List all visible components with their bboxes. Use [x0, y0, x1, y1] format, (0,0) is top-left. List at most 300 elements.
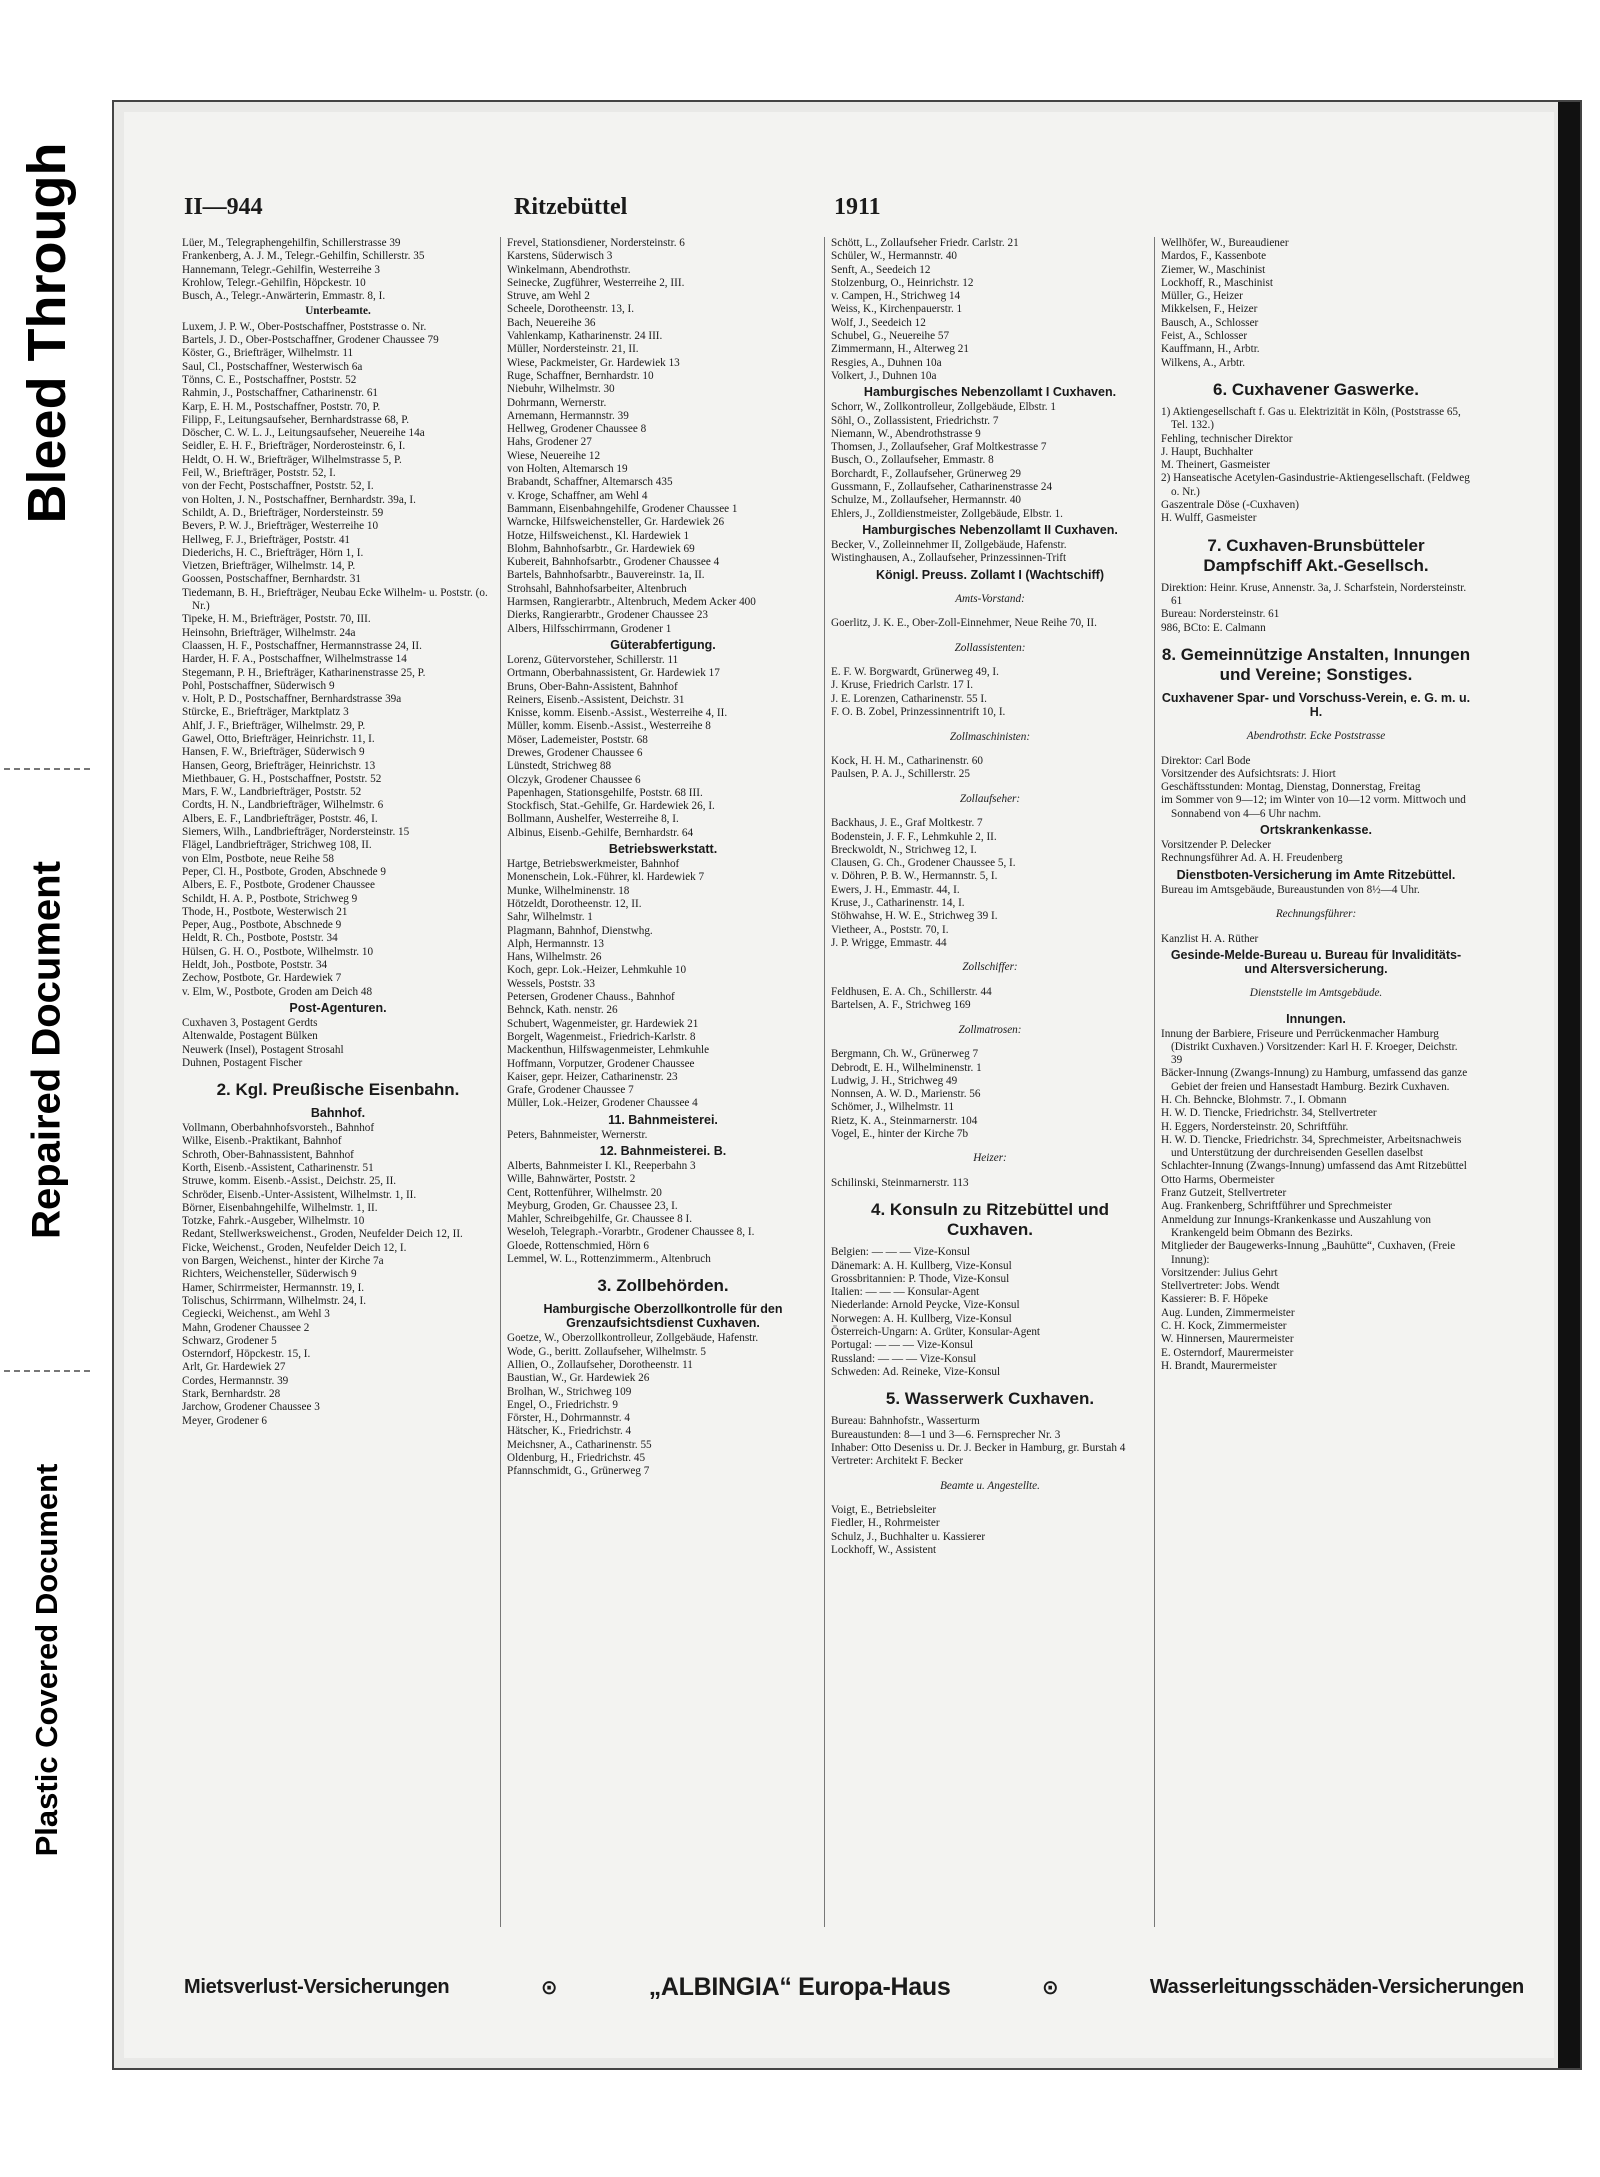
directory-entry: Schildt, A. D., Briefträger, Nordersteinstr. 59	[182, 506, 384, 519]
directory-entry: Alph, Hermannstr. 13	[507, 937, 604, 950]
directory-entry: von Holten, Altemarsch 19	[507, 463, 628, 476]
directory-entry: Breckwoldt, N., Strichweg 12, I.	[831, 843, 977, 856]
directory-entry: Pohl, Postschaffner, Süderwisch 9	[182, 679, 335, 692]
directory-entry: J. Haupt, Buchhalter	[1161, 445, 1253, 458]
directory-entry: von der Fecht, Postschaffner, Poststr. 52, I.	[182, 480, 374, 493]
directory-entry: Munke, Wilhelminenstr. 18	[507, 884, 630, 897]
directory-entry: Korth, Eisenb.-Assistent, Catharinenstr. 51	[182, 1162, 374, 1174]
directory-entry: Goerlitz, J. K. E., Ober-Zoll-Einnehmer, Neue Reihe 70, II.	[831, 617, 1097, 630]
section-heading: Hamburgische Oberzollkontrolle für den Grenzaufsichtsdienst Cuxhaven.	[543, 1302, 783, 1331]
section-heading: 5. Wasserwerk Cuxhaven.	[885, 1389, 1095, 1409]
directory-entry: Mardos, F., Kassenbote	[1161, 250, 1267, 263]
directory-entry: Rietz, K. A., Steinmarnerstr. 104	[831, 1114, 978, 1127]
footer-sep-1: ⊙	[540, 1976, 558, 1999]
directory-entry: Aug. Lunden, Zimmermeister	[1161, 1306, 1295, 1319]
directory-entry: 2) Hanseatische Acetylen-Gasindustrie-Aktiengesellschaft. (Feldweg o. Nr.)	[1161, 472, 1470, 498]
directory-entry: H. W. D. Tiencke, Friedrichstr. 34, Stellvertreter	[1161, 1107, 1377, 1120]
directory-entry: Blohm, Bahnhofsarbtr., Gr. Hardewiek 69	[507, 542, 695, 555]
directory-entry: Vietzen, Briefträger, Wilhelmstr. 14, P.	[182, 560, 356, 573]
directory-entry: Niederlande: Arnold Peycke, Vize-Konsul	[831, 1299, 1020, 1312]
directory-entry: Hellweg, F. J., Briefträger, Poststr. 41	[182, 533, 351, 546]
directory-entry: Ortmann, Oberbahnassistent, Gr. Hardewiek 17	[507, 667, 720, 680]
directory-entry: Hahs, Grodener 27	[507, 436, 592, 449]
label-repaired-document: Repaired Document	[24, 861, 69, 1239]
directory-entry: Papenhagen, Stationsgehilfe, Poststr. 68 III.	[507, 786, 703, 799]
directory-entry: Hellweg, Grodener Chaussee 8	[507, 423, 647, 436]
columns	[182, 237, 1552, 1927]
directory-entry: Weseloh, Telegraph.-Vorarbtr., Grodener Chaussee 8, I.	[507, 1226, 755, 1239]
directory-entry: Wiese, Packmeister, Gr. Hardewiek 13	[507, 356, 680, 369]
subheading: Zollmaschinisten:	[949, 730, 1031, 743]
directory-entry: Hamer, Schirrmeister, Hermannstr. 19, I.	[182, 1281, 365, 1294]
section-heading: 7. Cuxhaven-Brunsbütteler Dampfschiff Akt.-Gesellsch.	[1203, 535, 1429, 575]
directory-entry: Diederichs, H. C., Briefträger, Hörn 1, I.	[182, 546, 364, 559]
directory-entry: Arlt, Gr. Hardewiek 27	[182, 1361, 286, 1374]
directory-entry: Petersen, Grodener Chauss., Bahnhof	[507, 991, 675, 1004]
directory-entry: Gaszentrale Döse (-Cuxhaven)	[1161, 499, 1299, 512]
directory-entry: Hansen, F. W., Briefträger, Süderwisch 9	[182, 746, 365, 759]
directory-entry: J. Kruse, Friedrich Carlstr. 17 I.	[831, 679, 973, 692]
directory-entry: Meyer, Grodener 6	[182, 1414, 267, 1427]
directory-entry: Bartels, Bahnhofsarbtr., Bauvereinstr. 1a, II.	[507, 569, 705, 582]
directory-entry: Börner, Eisenbahngehilfe, Wilhelmstr. 1, II.	[182, 1201, 378, 1214]
directory-entry: Karstens, Süderwisch 3	[507, 250, 613, 263]
directory-entry: Wellhöfer, W., Bureaudiener	[1161, 237, 1289, 249]
directory-entry: Feil, W., Briefträger, Poststr. 52, I.	[182, 467, 336, 480]
directory-entry: Schulz, J., Buchhalter u. Kassierer	[831, 1530, 986, 1543]
directory-entry: Arnemann, Hermannstr. 39	[507, 409, 629, 422]
directory-entry: Nonnsen, A. W. D., Marienstr. 56	[831, 1088, 981, 1101]
directory-entry: Siemers, Wilh., Landbriefträger, Nordersteinstr. 15	[182, 826, 410, 839]
directory-entry: Winkelmann, Abendrothstr.	[507, 263, 631, 276]
directory-entry: Stöhwahse, H. W. E., Strichweg 39 I.	[831, 910, 998, 923]
directory-entry: Meyburg, Groden, Gr. Chaussee 23, I.	[507, 1199, 678, 1212]
directory-entry: Heldt, Joh., Postbote, Poststr. 34	[182, 959, 328, 972]
directory-entry: Vogel, E., hinter der Kirche 7b	[831, 1127, 969, 1140]
directory-entry: Rahmin, J., Postschaffner, Catharinenstr. 61	[182, 387, 379, 400]
footer-right: Wasserleitungsschäden-Versicherungen	[1149, 1975, 1524, 1998]
directory-entry: Hartge, Betriebswerkmeister, Bahnhof	[507, 858, 680, 871]
directory-entry: Debrodt, E. H., Wilhelminenstr. 1	[831, 1061, 982, 1074]
directory-entry: Dohrmann, Wernerstr.	[507, 396, 607, 409]
directory-entry: Engel, O., Friedrichstr. 9	[507, 1398, 618, 1411]
directory-entry: Resgies, A., Duhnen 10a	[831, 356, 942, 369]
directory-entry: Geschäftsstunden: Montag, Dienstag, Donnerstag, Freitag	[1161, 781, 1421, 794]
subheading: Zollassistenten:	[954, 641, 1026, 654]
directory-entry: Alberts, Bahnmeister I. Kl., Reeperbahn 3	[507, 1160, 696, 1172]
directory-entry: Kubereit, Bahnhofsarbtr., Grodener Chaussee 4	[507, 556, 720, 569]
directory-entry: Jarchow, Grodener Chaussee 3	[182, 1401, 320, 1414]
directory-entry: Innung der Barbiere, Friseure und Perrückenmacher Hamburg (Distrikt Cuxhaven.) Vorsitzender: Karl H. F. Kroeger, Deichstr. 39	[1161, 1027, 1458, 1067]
directory-entry: Heldt, O. H. W., Briefträger, Wilhelmstrasse 5, P.	[182, 453, 402, 466]
directory-entry: Luxem, J. P. W., Ober-Postschaffner, Poststrasse o. Nr.	[182, 320, 427, 333]
directory-entry: Bäcker-Innung (Zwangs-Innung) zu Hamburg, umfassend das ganze Gebiet der freien und Hansestadt Hamburg. Bezirk Cuxhaven.	[1161, 1067, 1468, 1093]
directory-entry: Bureau: Nordersteinstr. 61	[1161, 608, 1280, 621]
directory-entry: Bureau im Amtsgebäude, Bureaustunden von 8½—4 Uhr.	[1161, 883, 1420, 896]
running-header	[184, 194, 1514, 222]
directory-entry: Hätscher, K., Friedrichstr. 4	[507, 1425, 632, 1438]
directory-entry: Bruns, Ober-Bahn-Assistent, Bahnhof	[507, 680, 678, 693]
section-heading: 12. Bahnmeisterei. B.	[599, 1144, 727, 1158]
side-label-strip	[0, 0, 95, 2177]
directory-entry: Söhl, O., Zollassistent, Friedrichstr. 7	[831, 414, 999, 427]
directory-entry: Kassierer: B. F. Höpeke	[1161, 1293, 1268, 1306]
directory-entry: Baustian, W., Gr. Hardewiek 26	[507, 1372, 650, 1385]
directory-entry: Behnck, Kath. nenstr. 26	[507, 1004, 618, 1017]
directory-entry: Albinus, Eisenb.-Gehilfe, Bernhardstr. 64	[507, 826, 694, 839]
directory-entry: Tolischus, Schirrmann, Wilhelmstr. 24, I.	[182, 1294, 367, 1307]
directory-entry: Albers, Hilfsschirrmann, Grodener 1	[507, 622, 672, 635]
directory-entry: Heinsohn, Briefträger, Wilhelmstr. 24a	[182, 626, 356, 639]
directory-entry: Otto Harms, Obermeister	[1161, 1173, 1275, 1186]
section-heading: Cuxhavener Spar- und Vorschuss-Verein, e. G. m. u. H.	[1161, 690, 1471, 719]
directory-entry: Schroth, Ober-Bahnassistent, Bahnhof	[182, 1148, 354, 1161]
directory-entry: Feist, A., Schlosser	[1161, 330, 1248, 343]
directory-entry: Drewes, Grodener Chaussee 6	[507, 746, 643, 759]
directory-entry: Schlachter-Innung (Zwangs-Innung) umfassend das Amt Ritzebüttel	[1161, 1160, 1467, 1173]
directory-entry: Reiners, Eisenb.-Assistent, Deichstr. 31	[507, 693, 685, 706]
directory-entry: Bevers, P. W. J., Briefträger, Westerreihe 10	[182, 520, 379, 533]
subheading: Amts-Vorstand:	[955, 592, 1025, 605]
section-heading: Hamburgisches Nebenzollamt II Cuxhaven.	[862, 522, 1118, 537]
directory-entry: Hansen, Georg, Briefträger, Heinrichstr. 13	[182, 759, 376, 772]
directory-entry: Richters, Weichensteller, Süderwisch 9	[182, 1268, 357, 1281]
directory-entry: Vorsitzender: Julius Gehrt	[1161, 1266, 1278, 1279]
directory-entry: Seidler, E. H. F., Briefträger, Norderosteinstr. 6, I.	[182, 440, 406, 453]
directory-entry: Müller, Lok.-Heizer, Grodener Chaussee 4	[507, 1097, 698, 1110]
directory-entry: Österreich-Ungarn: A. Grüter, Konsular-Agent	[831, 1326, 1041, 1339]
directory-entry: Warncke, Hilfsweichensteller, Gr. Hardewiek 26	[507, 516, 725, 529]
directory-entry: Bergmann, Ch. W., Grünerweg 7	[831, 1048, 979, 1061]
directory-entry: Tönns, C. E., Postschaffner, Poststr. 52	[182, 373, 357, 386]
directory-entry: Thode, H., Postbote, Westerwisch 21	[182, 905, 348, 918]
directory-entry: Mikkelsen, F., Heizer	[1161, 303, 1258, 316]
directory-entry: Stark, Bernhardstr. 28	[182, 1388, 281, 1401]
section-heading: Bahnhof.	[310, 1106, 366, 1121]
section-heading: Innungen.	[1286, 1011, 1346, 1026]
directory-entry: Tiedemann, B. H., Briefträger, Neubau Ecke Wilhelm- u. Poststr. (o. Nr.)	[182, 586, 488, 613]
directory-entry: Ruge, Schaffner, Bernhardstr. 10	[507, 369, 654, 382]
directory-entry: Lemmel, W. L., Rottenzimmerm., Altenbruch	[507, 1253, 711, 1266]
directory-entry: Ewers, J. H., Emmastr. 44, I.	[831, 883, 960, 896]
directory-entry: Hotze, Hilfsweichenst., Kl. Hardewiek 1	[507, 529, 690, 542]
directory-entry: Schüler, W., Hermannstr. 40	[831, 250, 958, 263]
directory-entry: Busch, O., Zollaufseher, Emmastr. 8	[831, 454, 994, 467]
directory-entry: Meichsner, A., Catharinenstr. 55	[507, 1438, 652, 1451]
directory-entry: Bureaustunden: 8—1 und 3—6. Fernsprecher Nr. 3	[831, 1428, 1061, 1441]
section-heading: Dienstboten-Versicherung im Amte Ritzebüttel.	[1176, 867, 1456, 882]
footer-sep-2: ⊙	[1041, 1976, 1059, 1999]
column-3	[824, 237, 1155, 1927]
directory-entry: Monenschein, Lok.-Führer, kl. Hardewiek 7	[507, 871, 705, 884]
directory-entry: v. Holt, P. D., Postschaffner, Bernhardstrasse 39a	[182, 693, 402, 706]
footer-center: „ALBINGIA“ Europa-Haus	[648, 1972, 951, 2001]
directory-entry: Frankenberg, A. J. M., Telegr.-Gehilfin, Schillerstr. 35	[182, 250, 425, 263]
directory-entry: v. Campen, H., Strichweg 14	[831, 290, 961, 303]
directory-entry: Direktor: Carl Bode	[1161, 754, 1251, 767]
section-heading: Post-Agenturen.	[289, 1000, 387, 1015]
directory-entry: Tipeke, H. M., Briefträger, Poststr. 70, III.	[182, 613, 371, 626]
directory-entry: Altenwalde, Postagent Bülken	[182, 1030, 318, 1043]
directory-entry: Niebuhr, Wilhelmstr. 30	[507, 383, 615, 396]
directory-entry: Struve, am Wehl 2	[507, 290, 590, 303]
directory-entry: Strohsahl, Bahnhofsarbeiter, Altenbruch	[507, 582, 687, 595]
directory-entry: Brabandt, Schaffner, Altemarsch 435	[507, 476, 673, 489]
directory-entry: Vietheer, A., Poststr. 70, I.	[831, 923, 949, 936]
footer-left: Mietsverlust-Versicherungen	[184, 1975, 450, 1998]
directory-entry: v. Elm, W., Postbote, Groden am Deich 48	[182, 985, 373, 998]
directory-entry: Hülsen, G. H. O., Postbote, Wilhelmstr. 10	[182, 945, 374, 958]
directory-entry: Borchardt, F., Zollaufseher, Grünerweg 29	[831, 467, 1022, 480]
directory-entry: Hans, Wilhelmstr. 26	[507, 951, 602, 964]
divider-top	[4, 768, 90, 770]
directory-entry: Ludwig, J. H., Strichweg 49	[831, 1074, 958, 1087]
directory-entry: Vorsitzender des Aufsichtsrats: J. Hiort	[1161, 767, 1336, 780]
directory-entry: Knisse, komm. Eisenb.-Assist., Westerreihe 4, II.	[507, 707, 728, 720]
directory-entry: Claassen, H. F., Postschaffner, Hermannstrasse 24, II.	[182, 639, 422, 652]
section-heading: 11. Bahnmeisterei.	[608, 1112, 718, 1127]
directory-entry: von Elm, Postbote, neue Reihe 58	[182, 852, 334, 865]
directory-entry: Sahr, Wilhelmstr. 1	[507, 911, 593, 924]
directory-entry: Schröder, Eisenb.-Unter-Assistent, Wilhelmstr. 1, II.	[182, 1188, 417, 1201]
directory-entry: Wolf, J., Seedeich 12	[831, 316, 926, 329]
directory-entry: Schilinski, Steinmarnerstr. 113	[831, 1176, 969, 1189]
directory-entry: J. P. Wrigge, Emmastr. 44	[831, 936, 947, 949]
directory-entry: Cordes, Hermannstr. 39	[182, 1374, 289, 1387]
directory-entry: Oldenburg, H., Friedrichstr. 45	[507, 1452, 646, 1465]
directory-entry: Flägel, Landbriefträger, Strichweg 108, II.	[182, 839, 372, 852]
directory-entry: Lockhoff, R., Maschinist	[1161, 276, 1273, 289]
directory-entry: Bartels, J. D., Ober-Postschaffner, Grodener Chaussee 79	[182, 334, 439, 347]
directory-entry: Krohlow, Telegr.-Gehilfin, Höpckestr. 10	[182, 276, 366, 289]
directory-entry: Lünstedt, Strichweg 88	[507, 760, 612, 773]
scan-edge	[1558, 102, 1580, 2068]
section-heading: 2. Kgl. Preußische Eisenbahn.	[216, 1080, 460, 1100]
directory-entry: Wessels, Poststr. 33	[507, 977, 595, 990]
directory-entry: Clausen, G. Ch., Grodener Chaussee 5, I.	[831, 857, 1016, 870]
directory-entry: W. Hinnersen, Maurermeister	[1161, 1333, 1294, 1346]
directory-entry: Direktion: Heinr. Kruse, Annenstr. 3a, J. Scharfstein, Nordersteinstr. 61	[1161, 581, 1467, 607]
directory-entry: Hoffmann, Vorputzer, Grodener Chaussee	[507, 1057, 695, 1070]
directory-entry: Becker, V., Zolleinnehmer II, Zollgebäude, Hafenstr.	[831, 538, 1067, 551]
directory-entry: Scheele, Dorotheenstr. 13, I.	[507, 303, 635, 316]
directory-entry: Kruse, J., Catharinenstr. 14, I.	[831, 897, 965, 910]
directory-entry: Grafe, Grodener Chaussee 7	[507, 1084, 634, 1097]
directory-entry: Stolzenburg, O., Heinrichstr. 12	[831, 276, 974, 289]
directory-entry: Wille, Bahnwärter, Poststr. 2	[507, 1173, 636, 1186]
directory-entry: Gawel, Otto, Briefträger, Heinrichstr. 11, I.	[182, 732, 375, 745]
directory-entry: Schweden: Ad. Reineke, Vize-Konsul	[831, 1365, 1001, 1378]
subheading: Zollaufseher:	[959, 792, 1021, 805]
directory-entry: Volkert, J., Duhnen 10a	[831, 369, 937, 382]
directory-entry: J. E. Lorenzen, Catharinenstr. 55 I.	[831, 692, 987, 705]
directory-entry: Kaiser, gepr. Heizer, Catharinenstr. 23	[507, 1070, 678, 1083]
directory-entry: Hötzeldt, Dorotheenstr. 12, II.	[507, 897, 642, 910]
directory-entry: Schulze, M., Zollaufseher, Hermannstr. 40	[831, 494, 1022, 507]
directory-entry: Voigt, E., Betriebsleiter	[831, 1504, 937, 1517]
section-heading: 3. Zollbehörden.	[597, 1276, 729, 1296]
directory-entry: Bammann, Eisenbahngehilfe, Grodener Chaussee 1	[507, 502, 738, 515]
directory-entry: Dierks, Rangierarbtr., Grodener Chaussee 23	[507, 609, 709, 622]
directory-entry: Albers, E. F., Postbote, Grodener Chaussee	[182, 879, 375, 892]
directory-entry: Fiedler, H., Rohrmeister	[831, 1517, 940, 1530]
directory-entry: Müller, G., Heizer	[1161, 290, 1243, 303]
column-4	[1154, 237, 1477, 1927]
directory-entry: C. H. Kock, Zimmermeister	[1161, 1320, 1287, 1333]
directory-entry: Müller, komm. Eisenb.-Assist., Westerreihe 8	[507, 720, 711, 733]
directory-entry: Schwarz, Grodener 5	[182, 1334, 277, 1347]
directory-entry: Fehling, technischer Direktor	[1161, 432, 1293, 445]
directory-entry: Stegemann, P. H., Briefträger, Katharinenstrasse 25, P.	[182, 666, 426, 679]
directory-entry: Kanzlist H. A. Rüther	[1161, 932, 1259, 945]
directory-entry: Peters, Bahnmeister, Wernerstr.	[507, 1128, 648, 1141]
directory-entry: Schildt, H. A. P., Postbote, Strichweg 9	[182, 892, 358, 905]
subheading: Dienststelle im Amtsgebäude.	[1249, 987, 1383, 1000]
directory-entry: Kock, H. H. M., Catharinenstr. 60	[831, 755, 983, 768]
directory-entry: F. O. B. Zobel, Prinzessinnentrift 10, I.	[831, 706, 1006, 719]
directory-entry: Hannemann, Telegr.-Gehilfin, Westerreihe 3	[182, 263, 380, 276]
directory-entry: Feldhusen, E. A. Ch., Schillerstr. 44	[831, 985, 992, 998]
directory-entry: Dänemark: A. H. Kullberg, Vize-Konsul	[831, 1259, 1012, 1272]
directory-entry: Stürcke, E., Briefträger, Marktplatz 3	[182, 706, 349, 719]
directory-entry: Mars, F. W., Landbriefträger, Poststr. 52	[182, 786, 362, 799]
directory-entry: Seinecke, Zugführer, Westerreihe 2, III.	[507, 276, 685, 289]
directory-entry: Totzke, Fahrk.-Ausgeber, Wilhelmstr. 10	[182, 1215, 365, 1228]
directory-entry: Peper, Cl. H., Postbote, Groden, Abschnede 9	[182, 865, 387, 878]
page-number: II—944	[184, 194, 263, 220]
section-heading: Unterbeamte.	[305, 305, 371, 318]
subheading: Beamte u. Angestellte.	[940, 1479, 1040, 1492]
directory-entry: Weiss, K., Kirchenpauerstr. 1	[831, 303, 963, 316]
directory-entry: H. Wulff, Gasmeister	[1161, 512, 1257, 525]
directory-entry: Zimmermann, H., Alterweg 21	[831, 343, 969, 356]
directory-entry: Frevel, Stationsdiener, Nordersteinstr. 6	[507, 237, 685, 249]
directory-entry: Stockfisch, Stat.-Gehilfe, Gr. Hardewiek 26, I.	[507, 800, 715, 813]
page-sheet	[124, 112, 1554, 2058]
directory-entry: Saul, Cl., Postschaffner, Westerwisch 6a	[182, 360, 363, 373]
directory-entry: Schubel, G., Neuereihe 57	[831, 330, 950, 343]
directory-entry: Vertreter: Architekt F. Becker	[831, 1455, 964, 1468]
subheading: Heizer:	[973, 1152, 1007, 1165]
directory-entry: Goossen, Postschaffner, Bernhardstr. 31	[182, 573, 361, 586]
subheading: Zollmatrosen:	[958, 1023, 1022, 1036]
directory-entry: Russland: — — — Vize-Konsul	[831, 1352, 977, 1365]
section-heading: 6. Cuxhavener Gaswerke.	[1212, 379, 1419, 399]
directory-entry: Bodenstein, J. F. F., Lehmkuhle 2, II.	[831, 830, 997, 843]
header-year: 1911	[834, 194, 881, 220]
directory-entry: 986, BCto: E. Calmann	[1161, 621, 1266, 634]
directory-entry: Paulsen, P. A. J., Schillerstr. 25	[831, 768, 970, 781]
directory-entry: Cordts, H. N., Landbriefträger, Wilhelmstr. 6	[182, 799, 384, 812]
directory-entry: v. Kroge, Schaffner, am Wehl 4	[507, 489, 648, 502]
section-heading: Gesinde-Melde-Bureau u. Bureau für Invaliditäts- und Altersversicherung.	[1170, 947, 1462, 976]
column-2	[500, 237, 825, 1927]
directory-entry: E. Osterndorf, Maurermeister	[1161, 1346, 1294, 1359]
directory-entry: Brolhan, W., Strichweg 109	[507, 1385, 632, 1398]
section-heading: Betriebswerkstatt.	[608, 842, 718, 857]
directory-entry: Koch, gepr. Lok.-Heizer, Lehmkuhle 10	[507, 964, 687, 977]
directory-entry: von Holten, J. N., Postschaffner, Bernhardstr. 39a, I.	[182, 493, 416, 506]
directory-entry: Bausch, A., Schlosser	[1161, 316, 1259, 329]
directory-entry: H. Ch. Behncke, Blohmstr. 7., I. Obmann	[1161, 1094, 1347, 1106]
directory-entry: Filipp, F., Leitungsaufseher, Bernhardstrasse 68, P.	[182, 413, 410, 426]
section-heading: Güterabfertigung.	[610, 637, 716, 652]
subheading: Rechnungsführer:	[1275, 908, 1357, 921]
directory-entry: Grossbritannien: P. Thode, Vize-Konsul	[831, 1272, 1010, 1285]
directory-entry: Mahn, Grodener Chaussee 2	[182, 1321, 310, 1334]
directory-entry: Bartelsen, A. F., Strichweg 169	[831, 999, 971, 1012]
directory-entry: Plagmann, Bahnhof, Dienstwhg.	[507, 924, 653, 937]
directory-entry: Senft, A., Seedeich 12	[831, 263, 931, 276]
directory-entry: Rechnungsführer Ad. A. H. Freudenberg	[1161, 852, 1343, 865]
directory-entry: Mitglieder der Baugewerks-Innung „Bauhütte“, Cuxhaven, (Freie Innung):	[1161, 1240, 1456, 1266]
directory-entry: Neuwerk (Insel), Postagent Strosahl	[182, 1043, 344, 1056]
directory-entry: Cegiecki, Weichenst., am Wehl 3	[182, 1308, 330, 1321]
column-1	[182, 237, 500, 1927]
directory-entry: Franz Gutzeit, Stellvertreter	[1161, 1187, 1287, 1200]
directory-entry: Allien, O., Zollaufseher, Dorotheenstr. 11	[507, 1358, 693, 1371]
directory-entry: Döscher, C. W. L. J., Leitungsaufseher, Neuereihe 14a	[182, 427, 425, 440]
section-heading: Ortskrankenkasse.	[1260, 822, 1372, 837]
directory-entry: Wistinghausen, A., Zollaufseher, Prinzessinnen-Trift	[831, 552, 1067, 565]
directory-entry: Busch, A., Telegr.-Anwärterin, Emmastr. 8, I.	[182, 290, 386, 303]
directory-entry: Karp, E. H. M., Postschaffner, Poststr. 70, P.	[182, 400, 381, 413]
directory-entry: Cuxhaven 3, Postagent Gerdts	[182, 1016, 318, 1029]
directory-entry: Mahler, Schreibgehilfe, Gr. Chaussee 8 I.	[507, 1213, 693, 1226]
directory-entry: Gussmann, F., Zollaufseher, Catharinenstrasse 24	[831, 481, 1053, 494]
directory-entry: Cent, Rottenführer, Wilhelmstr. 20	[507, 1186, 662, 1199]
directory-entry: Niemann, W., Abendrothstrasse 9	[831, 427, 981, 440]
section-heading: 4. Konsuln zu Ritzebüttel und Cuxhaven.	[871, 1200, 1109, 1240]
directory-entry: Ziemer, W., Maschinist	[1161, 263, 1266, 276]
label-plastic-covered-document: Plastic Covered Document	[29, 1463, 64, 1857]
directory-entry: Stellvertreter: Jobs. Wendt	[1161, 1280, 1280, 1293]
directory-entry: Miethbauer, G. H., Postschaffner, Poststr. 52	[182, 772, 382, 785]
directory-entry: Zechow, Postbote, Gr. Hardewiek 7	[182, 972, 342, 985]
directory-entry: Harder, H. F. A., Postschaffner, Wilhelmstrasse 14	[182, 653, 407, 666]
directory-entry: Pfannschmidt, G., Grünerweg 7	[507, 1465, 650, 1478]
divider-bottom	[4, 1370, 90, 1372]
directory-entry: Wilkens, A., Arbtr.	[1161, 356, 1246, 369]
directory-entry: Aug. Frankenberg, Schriftführer und Sprechmeister	[1161, 1200, 1392, 1213]
directory-entry: Schorr, W., Zollkontrolleur, Zollgebäude, Elbstr. 1	[831, 401, 1056, 414]
directory-entry: Bureau: Bahnhofstr., Wasserturm	[831, 1415, 980, 1428]
directory-entry: Bach, Neuereihe 36	[507, 316, 596, 329]
directory-entry: Duhnen, Postagent Fischer	[182, 1056, 303, 1069]
directory-entry: Thomsen, J., Zollaufseher, Graf Moltkestrasse 7	[831, 441, 1047, 454]
directory-entry: Ahlf, J. F., Briefträger, Wilhelmstr. 29, P.	[182, 719, 366, 732]
directory-entry: Wilke, Eisenb.-Praktikant, Bahnhof	[182, 1135, 342, 1148]
directory-entry: H. Brandt, Maurermeister	[1161, 1359, 1277, 1372]
directory-entry: im Sommer von 9—12; im Winter von 10—12 vorm. Mittwoch und Sonnabend von 4—6 Uhr nachm.	[1161, 794, 1466, 820]
directory-entry: Wiese, Neuereihe 12	[507, 449, 601, 462]
directory-entry: Albers, E. F., Landbriefträger, Poststr. 46, I.	[182, 812, 378, 825]
directory-entry: Vahlenkamp, Katharinenstr. 24 III.	[507, 330, 663, 343]
directory-entry: H. W. D. Tiencke, Friedrichstr. 34, Sprechmeister, Arbeitsnachweis und Unterstützung der durchreisenden Gesellen daselbst	[1161, 1133, 1462, 1160]
directory-entry: Belgien: — — — Vize-Konsul	[831, 1246, 970, 1259]
directory-entry: Förster, H., Dohrmannstr. 4	[507, 1412, 630, 1425]
directory-entry: Olczyk, Grodener Chaussee 6	[507, 773, 641, 786]
directory-entry: Lorenz, Gütervorsteher, Schillerstr. 11	[507, 653, 679, 666]
section-heading: Hamburgisches Nebenzollamt I Cuxhaven.	[863, 385, 1117, 400]
directory-entry: Schömer, J., Wilhelmstr. 11	[831, 1101, 955, 1114]
directory-entry: v. Döhren, P. B. W., Hermannstr. 5, I.	[831, 870, 998, 883]
directory-entry: Kauffmann, H., Arbtr.	[1161, 343, 1260, 356]
directory-entry: Anmeldung zur Innungs-Krankenkasse und Auszahlung von Krankengeld beim Obmann des Bezirks.	[1161, 1213, 1432, 1239]
directory-entry: Möser, Lademeister, Poststr. 68	[507, 733, 648, 746]
directory-entry: Wode, G., beritt. Zollaufseher, Wilhelmstr. 5	[507, 1345, 707, 1358]
directory-entry: Italien: — — — Konsular-Agent	[831, 1286, 980, 1299]
